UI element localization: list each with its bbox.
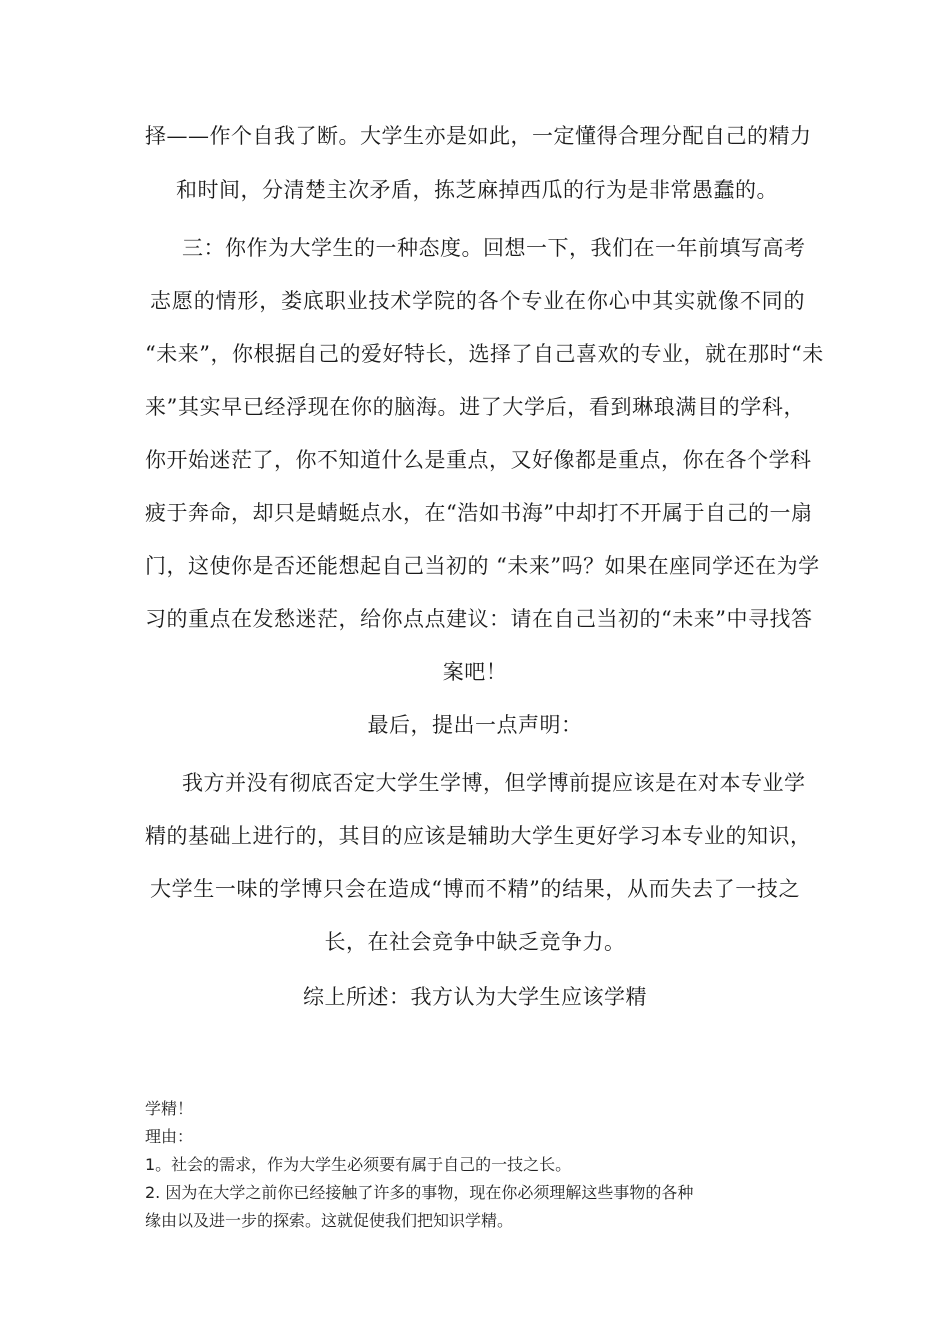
paragraph-line: 来”其实早已经浮现在你的脑海。进了大学后，看到琳琅满目的学科， — [145, 395, 805, 419]
paragraph-line: 门，这使你是否还能想起自己当初的 “未来”吗？如果在座同学还在为学 — [145, 554, 820, 578]
note-line: 缘由以及进一步的探索。这就促使我们把知识学精。 — [145, 1211, 514, 1230]
paragraph-line: 志愿的情形，娄底职业技术学院的各个专业在你心中其实就像不同的 — [150, 289, 805, 313]
conclusion-line: 综上所述：我方认为大学生应该学精 — [303, 985, 647, 1009]
paragraph-line: 疲于奔命，却只是蜻蜓点水，在“浩如书海”中却打不开属于自己的一扇 — [145, 501, 813, 525]
paragraph-line: “未来”，你根据自己的爱好特长，选择了自己喜欢的专业，就在那时“未 — [145, 342, 824, 366]
note-line: 2. 因为在大学之前你已经接触了许多的事物，现在你必须理解这些事物的各种 — [145, 1183, 694, 1202]
note-line: 学精！ — [145, 1099, 194, 1118]
section-heading: 最后，提出一点声明： — [367, 713, 583, 737]
paragraph-line: 择——作个自我了断。大学生亦是如此，一定懂得合理分配自己的精力 — [145, 124, 812, 148]
note-line: 1。社会的需求，作为大学生必须要有属于自己的一技之长。 — [145, 1155, 572, 1174]
paragraph-line: 大学生一味的学博只会在造成“博而不精”的结果，从而失去了一技之 — [150, 877, 800, 901]
paragraph-line: 案吧！ — [442, 660, 508, 684]
paragraph-line: 我方并没有彻底否定大学生学博，但学博前提应该是在对本专业学 — [182, 771, 806, 795]
paragraph-line: 三：你作为大学生的一种态度。回想一下，我们在一年前填写高考 — [182, 236, 806, 260]
note-line: 理由： — [145, 1127, 194, 1146]
paragraph-line: 和时间，分清楚主次矛盾，拣芝麻掉西瓜的行为是非常愚蠢的。 — [176, 178, 778, 202]
paragraph-line: 你开始迷茫了，你不知道什么是重点，又好像都是重点，你在各个学科 — [145, 448, 812, 472]
paragraph-line: 精的基础上进行的，其目的应该是辅助大学生更好学习本专业的知识， — [145, 824, 812, 848]
paragraph-line: 习的重点在发愁迷茫，给你点点建议：请在自己当初的“未来”中寻找答 — [145, 607, 813, 631]
paragraph-line: 长，在社会竞争中缺乏竞争力。 — [324, 930, 626, 954]
